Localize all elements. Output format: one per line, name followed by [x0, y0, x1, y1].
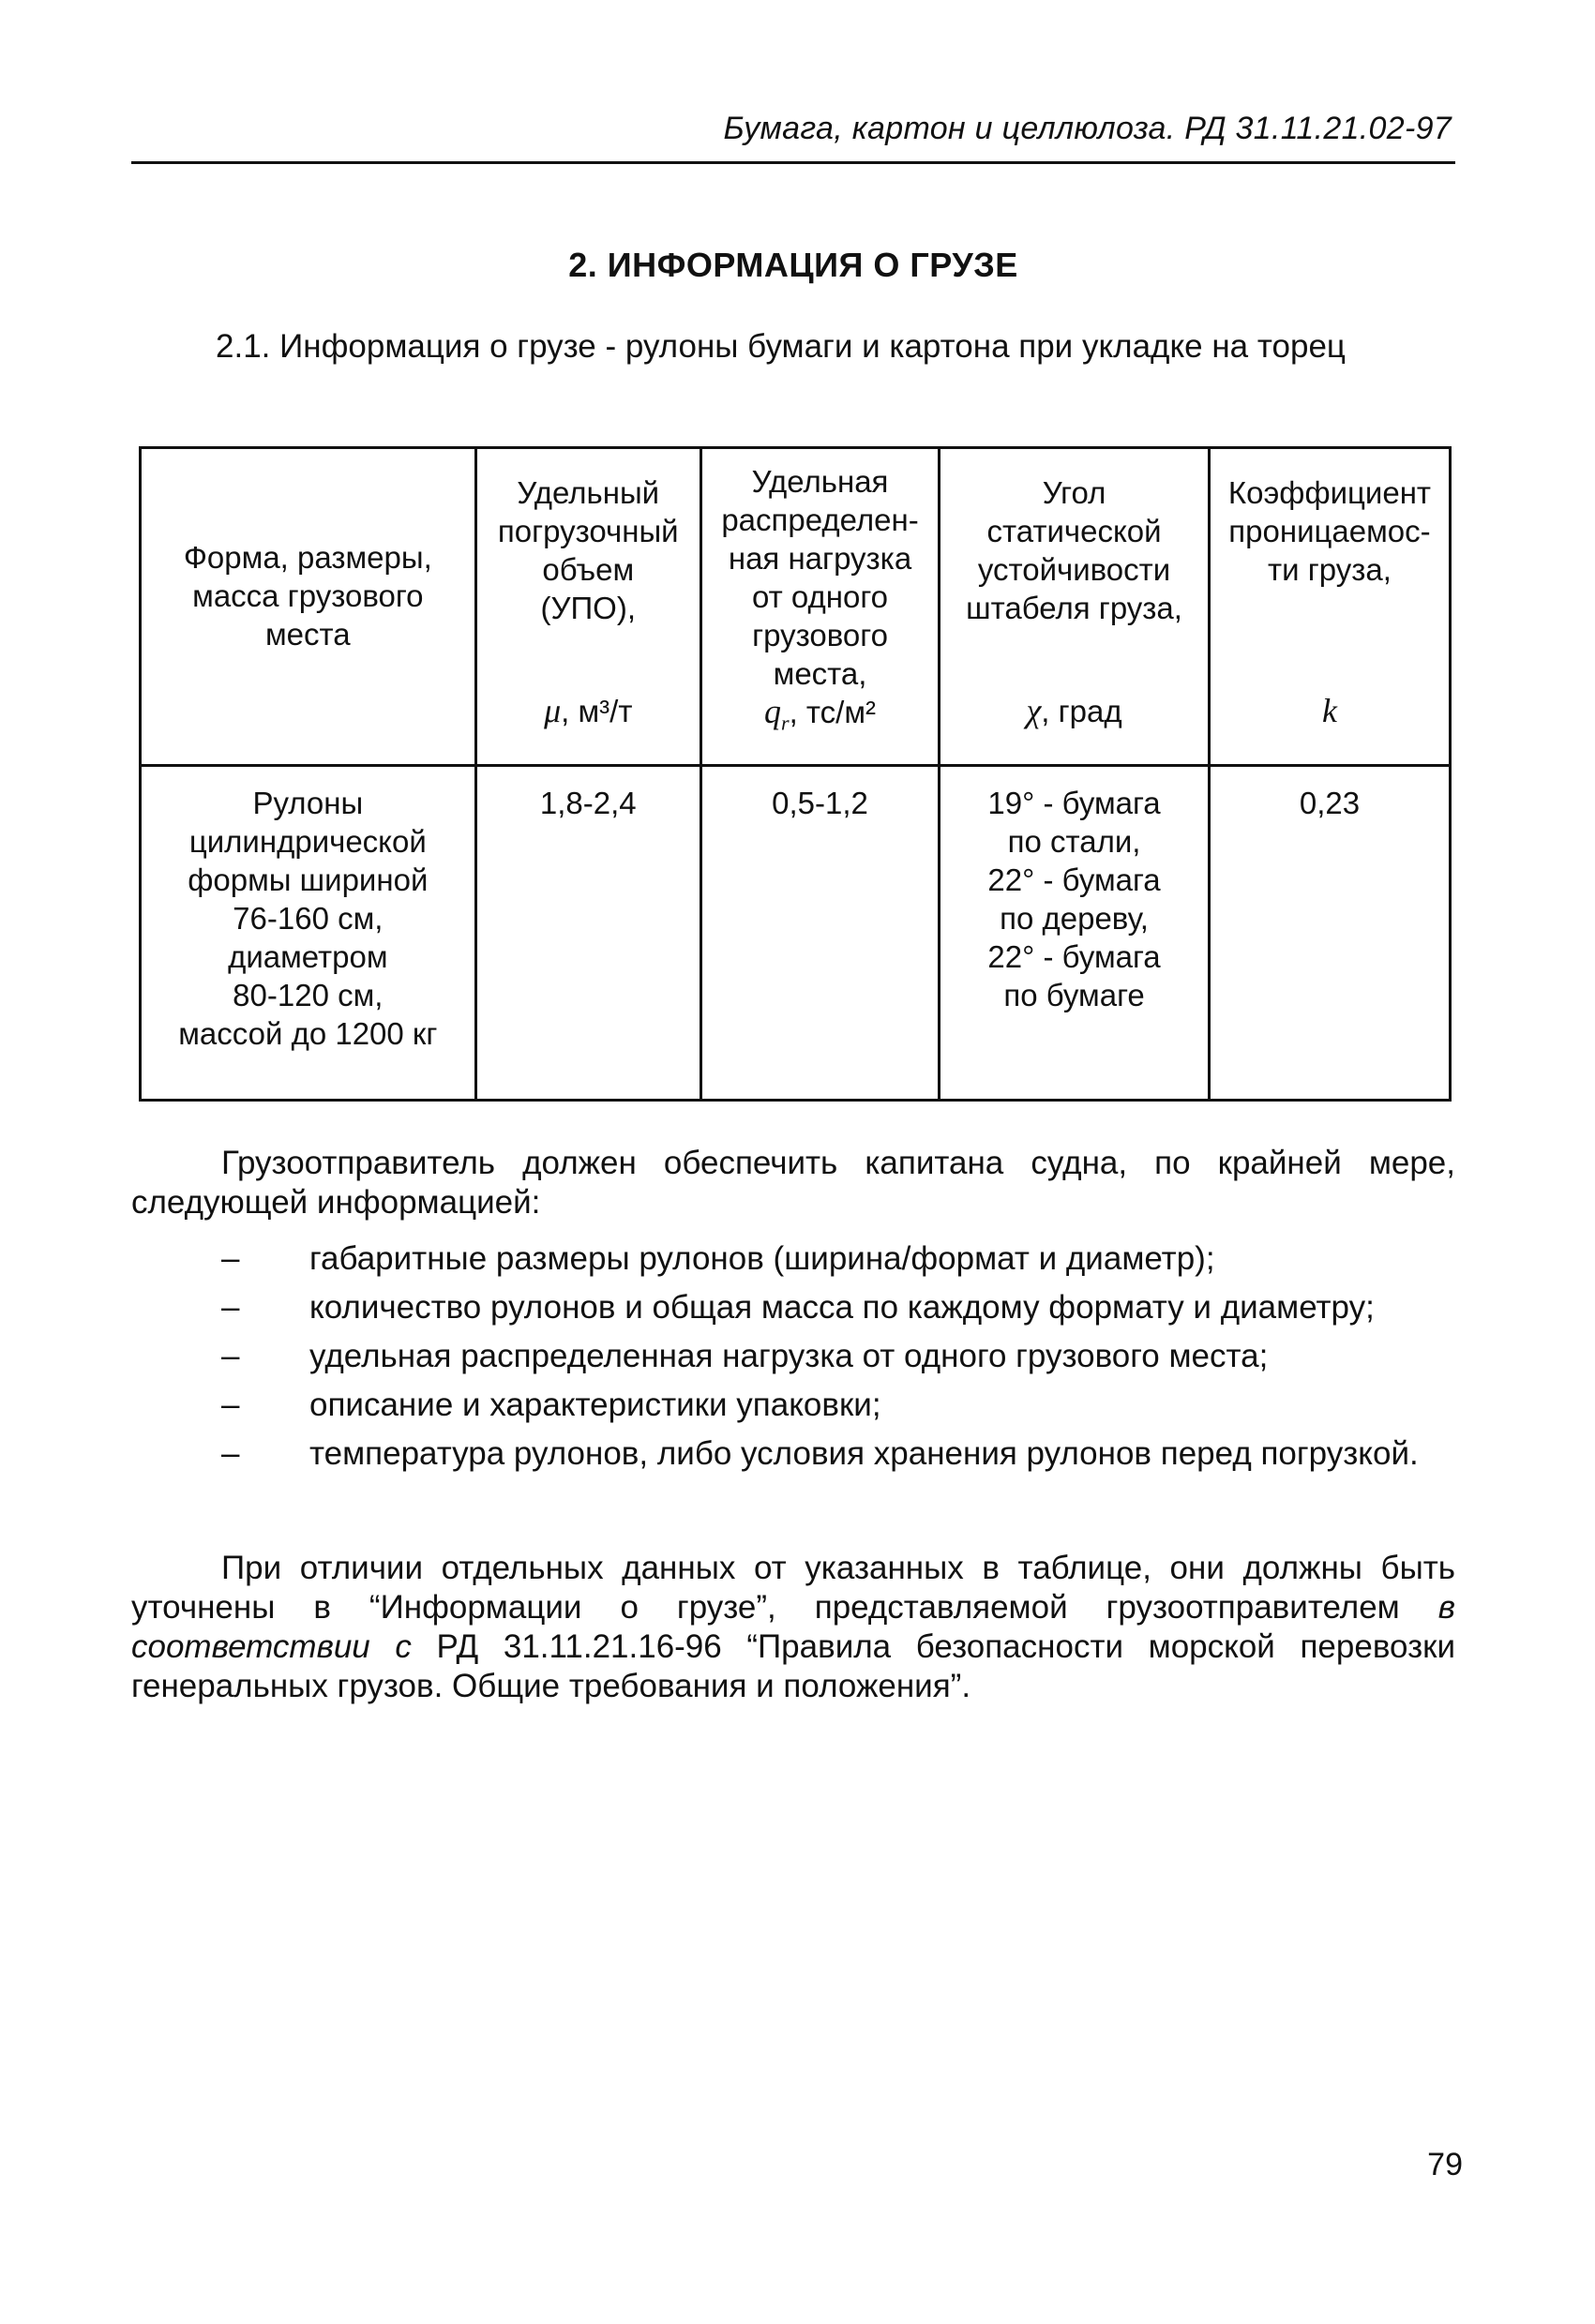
text-line: по стали, — [1007, 824, 1141, 859]
text-line: Форма, размеры, — [183, 539, 432, 575]
text-line: статической — [986, 514, 1162, 548]
dash-bullet: – — [221, 1387, 240, 1423]
header-rule — [131, 161, 1455, 164]
cell-coefficient — [1209, 766, 1450, 1101]
symbol-mu: μ — [544, 692, 562, 729]
cell-coefficient-text — [1214, 784, 1445, 822]
text-line: 76-160 см, — [233, 901, 384, 936]
text-line: по бумаге — [1003, 978, 1145, 1012]
text-line: формы шириной — [188, 862, 429, 897]
text-line: масса грузового — [192, 577, 424, 613]
cell-form — [141, 766, 476, 1101]
list-item-text: удельная распределенная нагрузка от одного грузового места; — [309, 1338, 1269, 1374]
running-header: Бумага, картон и целлюлоза. РД 31.11.21.02-97 — [723, 111, 1452, 146]
table-row — [141, 766, 1451, 1101]
header-cell-angle — [940, 448, 1210, 766]
text-line: (УПО), — [540, 591, 637, 625]
cell-angle — [940, 766, 1210, 1101]
cell-volume — [475, 766, 700, 1101]
text-line: массой до 1200 кг — [178, 1016, 438, 1051]
header-coefficient-unit — [1214, 692, 1445, 742]
text-line: штабеля груза, — [966, 591, 1182, 625]
header-volume-unit — [481, 692, 696, 742]
text-line: цилиндрической — [188, 824, 427, 859]
header-cell-volume — [475, 448, 700, 766]
header-cell-form — [141, 448, 476, 766]
header-angle-unit — [944, 692, 1204, 742]
text-line: по дереву, — [1000, 901, 1149, 936]
text-line: 0,5-1,2 — [772, 786, 868, 820]
dash-bullet: – — [221, 1338, 240, 1374]
cell-angle-text — [944, 784, 1204, 1014]
text-line: погрузочный — [497, 514, 679, 548]
para2-part3: РД 31.11.21.16-96 “Правила безопасности морской перевозки генеральных грузов. Общие требования и положения”. — [131, 1628, 1456, 1704]
requirements-list — [131, 1239, 1455, 1483]
text-line: 22° - бумага — [987, 862, 1161, 897]
cargo-info-table — [139, 446, 1452, 1102]
para2-italic: в соответствии с — [131, 1589, 1455, 1665]
dash-bullet: – — [221, 1435, 240, 1472]
text-line: Угол — [1042, 475, 1106, 510]
cell-volume-text — [481, 784, 696, 822]
symbol-k: k — [1321, 692, 1337, 729]
list-item-text: габаритные размеры рулонов (ширина/формат и диаметр); — [309, 1240, 1215, 1277]
unit-text: , м³/т — [561, 694, 633, 728]
discrepancy-paragraph — [131, 1549, 1455, 1706]
section-title: 2. ИНФОРМАЦИЯ О ГРУЗЕ — [568, 246, 1018, 284]
dash-bullet: – — [221, 1240, 240, 1277]
header-angle-text — [944, 473, 1204, 627]
text-line: ти груза, — [1268, 552, 1392, 587]
text-line: 1,8-2,4 — [539, 786, 637, 820]
list-item-text: температура рулонов, либо условия хранения рулонов перед погрузкой. — [309, 1435, 1419, 1472]
header-volume-text — [481, 473, 696, 627]
unit-text: , град — [1041, 694, 1122, 728]
symbol-q-sub: r — [781, 711, 790, 735]
cell-load — [700, 766, 939, 1101]
shipper-paragraph: Грузоотправитель должен обеспечить капитана судна, по крайней мере, следующей информацией: — [131, 1145, 1455, 1221]
unit-text: , тс/м² — [789, 695, 877, 729]
text-line: Удельная — [751, 464, 889, 499]
text-line: места — [264, 616, 351, 652]
text-line: проницаемос- — [1228, 514, 1431, 548]
symbol-chi: χ — [1026, 692, 1042, 729]
text-line: распределен- — [721, 502, 919, 537]
text-line: ная нагрузка — [728, 541, 912, 576]
list-item — [131, 1386, 1455, 1425]
para2-part1: При отличии отдельных данных от указанных в таблице, они должны быть уточнены в “Информации о грузе”, представляемой грузоотправителем — [131, 1550, 1455, 1626]
list-item-text: описание и характеристики упаковки; — [309, 1387, 881, 1423]
text-line: грузового — [752, 618, 888, 652]
text-line: Удельный — [517, 475, 660, 510]
text-line: Рулоны — [252, 786, 364, 820]
list-item — [131, 1434, 1455, 1474]
text-line: 0,23 — [1299, 786, 1361, 820]
list-item-text: количество рулонов и общая масса по каждому формату и диаметру; — [309, 1289, 1375, 1326]
table-header-row — [141, 448, 1451, 766]
symbol-q: q — [764, 693, 782, 730]
text-line: объем — [542, 552, 635, 587]
intro-paragraph: 2.1. Информация о грузе - рулоны бумаги и картона при укладке на торец — [216, 328, 1346, 365]
header-load-text — [706, 462, 934, 693]
header-load-unit — [706, 693, 934, 754]
text-line: 80-120 см, — [233, 978, 384, 1012]
text-line: места, — [773, 656, 867, 691]
text-line: Коэффициент — [1227, 475, 1432, 510]
header-cell-load — [700, 448, 939, 766]
header-coefficient-text — [1214, 473, 1445, 589]
cell-form-text — [145, 784, 471, 1053]
text-line: 22° - бумага — [987, 939, 1161, 974]
text-line: 19° - бумага — [987, 786, 1161, 820]
list-item — [131, 1288, 1455, 1327]
header-cell-coefficient — [1209, 448, 1450, 766]
text-line: от одного — [752, 579, 889, 614]
page-number: 79 — [1427, 2147, 1463, 2182]
list-item — [131, 1337, 1455, 1376]
text-line: устойчивости — [977, 552, 1171, 587]
list-item — [131, 1239, 1455, 1279]
dash-bullet: – — [221, 1289, 240, 1326]
cell-load-text — [706, 784, 934, 822]
header-form-text — [145, 449, 471, 742]
text-line: диаметром — [228, 939, 388, 974]
